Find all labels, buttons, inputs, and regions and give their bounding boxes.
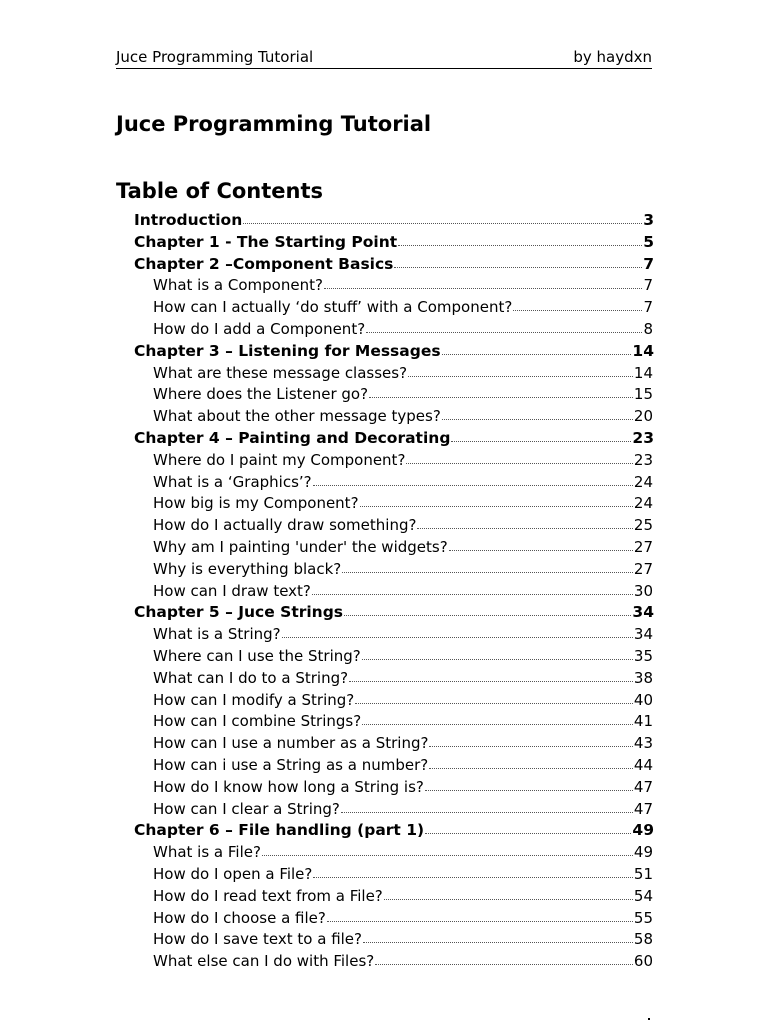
toc-chapter-entry[interactable]	[116, 341, 654, 363]
toc-entry-title: Chapter 2 –Component Basics	[134, 254, 394, 273]
toc-chapter-entry[interactable]	[116, 210, 654, 232]
toc-entry-title: Where can I use the String?	[153, 646, 361, 665]
toc-chapter-entry[interactable]	[116, 254, 654, 276]
toc-entry-title: Introduction	[134, 211, 243, 229]
toc-entry-title: How can I clear a String?	[153, 799, 340, 818]
toc-section-entry[interactable]	[116, 450, 654, 472]
toc-dot-leader	[313, 877, 633, 878]
toc-entry-title: Why is everything black?	[153, 559, 342, 578]
toc-page-number: 47	[633, 799, 653, 818]
toc-page-number: 25	[633, 516, 653, 535]
toc-page-number: 5	[643, 232, 654, 251]
toc-dot-leader	[442, 419, 633, 420]
toc-dot-leader	[363, 942, 633, 943]
toc-entry-title: Where do I paint my Component?	[153, 450, 406, 469]
toc-page-number: 20	[633, 407, 653, 426]
toc-dot-leader	[362, 724, 633, 725]
toc-page-number: 54	[633, 886, 653, 905]
toc-entry-title: How can I actually ‘do stuff’ with a Component?	[153, 298, 513, 317]
toc-dot-leader	[451, 441, 631, 442]
toc-dot-leader	[406, 463, 633, 464]
toc-page-number: 27	[633, 537, 653, 556]
toc-dot-leader	[327, 921, 633, 922]
toc-page-number: 34	[632, 603, 654, 622]
toc-entry-title: How can i use a String as a number?	[153, 755, 429, 774]
toc-section-entry[interactable]	[116, 929, 654, 951]
header-document-name: Juce Programming Tutorial	[116, 48, 314, 66]
toc-page-number: 47	[633, 777, 653, 796]
toc-dot-leader	[398, 245, 642, 246]
toc-page-number: 40	[633, 690, 653, 709]
toc-dot-leader	[429, 746, 632, 747]
toc-entry-title: How can I draw text?	[153, 581, 311, 600]
toc-page-number: 24	[633, 494, 653, 513]
toc-entry-title: What is a String?	[153, 625, 281, 644]
toc-dot-leader	[513, 310, 642, 311]
toc-dot-leader	[282, 637, 633, 638]
toc-dot-leader	[366, 332, 642, 333]
toc-section-entry[interactable]	[116, 537, 654, 559]
toc-page-number: 60	[633, 952, 653, 971]
toc-dot-leader	[384, 899, 633, 900]
toc-section-entry[interactable]	[116, 668, 654, 690]
toc-page-number: 44	[633, 755, 653, 774]
toc-dot-leader	[355, 703, 633, 704]
toc-entry-title: Where does the Listener go?	[153, 385, 369, 404]
toc-dot-leader	[313, 485, 633, 486]
toc-entry-title: How do I save text to a file?	[153, 930, 362, 949]
toc-section-entry[interactable]	[116, 384, 654, 406]
toc-dot-leader	[262, 855, 633, 856]
toc-page-number: 35	[633, 646, 653, 665]
toc-page-number: 14	[633, 363, 653, 382]
toc-dot-leader	[360, 506, 633, 507]
toc-dot-leader	[394, 267, 642, 268]
toc-page-number: 34	[633, 625, 653, 644]
toc-page-number: 7	[643, 254, 654, 273]
toc-page-number: 38	[633, 668, 653, 687]
toc-entry-title: What is a ‘Graphics’?	[153, 472, 312, 491]
toc-entry-title: How can I combine Strings?	[153, 712, 362, 731]
toc-section-entry[interactable]	[116, 363, 654, 385]
toc-page-number: 3	[643, 211, 654, 229]
toc-dot-leader	[425, 790, 633, 791]
toc-section-entry[interactable]	[116, 319, 654, 341]
toc-section-entry[interactable]	[116, 733, 654, 755]
toc-page-number: 58	[633, 930, 653, 949]
toc-page-number: 24	[633, 472, 653, 491]
toc-entry-title: What else can I do with Files?	[153, 952, 375, 971]
toc-section-entry[interactable]	[116, 690, 654, 712]
toc-chapter-entry[interactable]	[116, 232, 654, 254]
toc-dot-leader	[449, 550, 633, 551]
toc-entry-title: What can I do to a String?	[153, 668, 349, 687]
toc-section-entry[interactable]	[116, 406, 654, 428]
toc-page-number: 41	[633, 712, 653, 731]
toc-chapter-entry[interactable]	[116, 428, 654, 450]
toc-section-entry[interactable]	[116, 799, 654, 821]
toc-chapter-entry[interactable]	[116, 820, 654, 842]
toc-section-entry[interactable]	[116, 297, 654, 319]
toc-page-number: 15	[633, 385, 653, 404]
toc-entry-title: How do I add a Component?	[153, 319, 366, 338]
toc-entry-title: What is a Component?	[153, 276, 323, 295]
toc-dot-leader	[341, 812, 633, 813]
page-header	[116, 46, 652, 69]
toc-entry-title: Why am I painting 'under' the widgets?	[153, 537, 448, 556]
toc-section-entry[interactable]	[116, 908, 654, 930]
toc-page-number: 30	[633, 581, 653, 600]
toc-page-number: 8	[643, 319, 653, 338]
toc-section-entry[interactable]	[116, 275, 654, 297]
table-of-contents	[116, 210, 654, 973]
toc-entry-title: Chapter 3 – Listening for Messages	[134, 341, 441, 360]
toc-entry-title: Chapter 1 - The Starting Point	[134, 232, 398, 251]
toc-section-entry[interactable]	[116, 493, 654, 515]
toc-entry-title: What is a File?	[153, 843, 261, 862]
toc-section-entry[interactable]	[116, 624, 654, 646]
toc-section-entry[interactable]	[116, 842, 654, 864]
toc-entry-title: Chapter 5 – Juce Strings	[134, 603, 344, 622]
document-title: Juce Programming Tutorial	[116, 112, 432, 136]
toc-dot-leader	[344, 615, 631, 616]
toc-page-number: 27	[633, 559, 653, 578]
toc-section-entry[interactable]	[116, 559, 654, 581]
toc-entry-title: How can I modify a String?	[153, 690, 355, 709]
toc-page-number: 23	[632, 428, 654, 447]
page-corner-mark	[648, 1018, 650, 1020]
toc-dot-leader	[349, 681, 633, 682]
toc-page-number: 23	[633, 450, 653, 469]
toc-section-entry[interactable]	[116, 864, 654, 886]
toc-entry-title: What about the other message types?	[153, 407, 441, 426]
toc-section-entry[interactable]	[116, 886, 654, 908]
toc-dot-leader	[312, 594, 633, 595]
toc-section-entry[interactable]	[116, 755, 654, 777]
toc-page-number: 43	[633, 734, 653, 753]
toc-entry-title: How do I actually draw something?	[153, 516, 417, 535]
toc-entry-title: How do I read text from a File?	[153, 886, 383, 905]
toc-entry-title: How do I open a File?	[153, 864, 313, 883]
toc-dot-leader	[408, 376, 633, 377]
toc-page-number: 49	[632, 821, 654, 840]
toc-section-entry[interactable]	[116, 711, 654, 733]
toc-page-number: 14	[632, 341, 654, 360]
toc-entry-title: Chapter 6 – File handling (part 1)	[134, 821, 425, 840]
toc-section-entry[interactable]	[116, 472, 654, 494]
toc-entry-title: How do I choose a file?	[153, 908, 326, 927]
toc-page-number: 7	[643, 298, 653, 317]
toc-dot-leader	[425, 833, 631, 834]
toc-dot-leader	[429, 768, 633, 769]
header-author: by haydxn	[573, 48, 652, 66]
toc-dot-leader	[342, 572, 633, 573]
toc-dot-leader	[375, 964, 633, 965]
toc-dot-leader	[417, 528, 632, 529]
toc-section-entry[interactable]	[116, 515, 654, 537]
toc-entry-title: How can I use a number as a String?	[153, 734, 429, 753]
toc-page-number: 7	[643, 276, 653, 295]
toc-page-number: 55	[633, 908, 653, 927]
toc-heading: Table of Contents	[116, 179, 324, 203]
toc-dot-leader	[442, 354, 632, 355]
toc-dot-leader	[243, 223, 642, 224]
toc-dot-leader	[324, 288, 643, 289]
toc-entry-title: How do I know how long a String is?	[153, 777, 424, 796]
toc-page-number: 49	[633, 843, 653, 862]
toc-section-entry[interactable]	[116, 951, 654, 973]
toc-entry-title: Chapter 4 – Painting and Decorating	[134, 428, 451, 447]
toc-chapter-entry[interactable]	[116, 602, 654, 624]
toc-section-entry[interactable]	[116, 581, 654, 603]
toc-dot-leader	[362, 659, 633, 660]
toc-section-entry[interactable]	[116, 646, 654, 668]
toc-section-entry[interactable]	[116, 777, 654, 799]
toc-dot-leader	[369, 397, 633, 398]
toc-page-number: 51	[633, 864, 653, 883]
toc-entry-title: How big is my Component?	[153, 494, 359, 513]
toc-entry-title: What are these message classes?	[153, 363, 408, 382]
